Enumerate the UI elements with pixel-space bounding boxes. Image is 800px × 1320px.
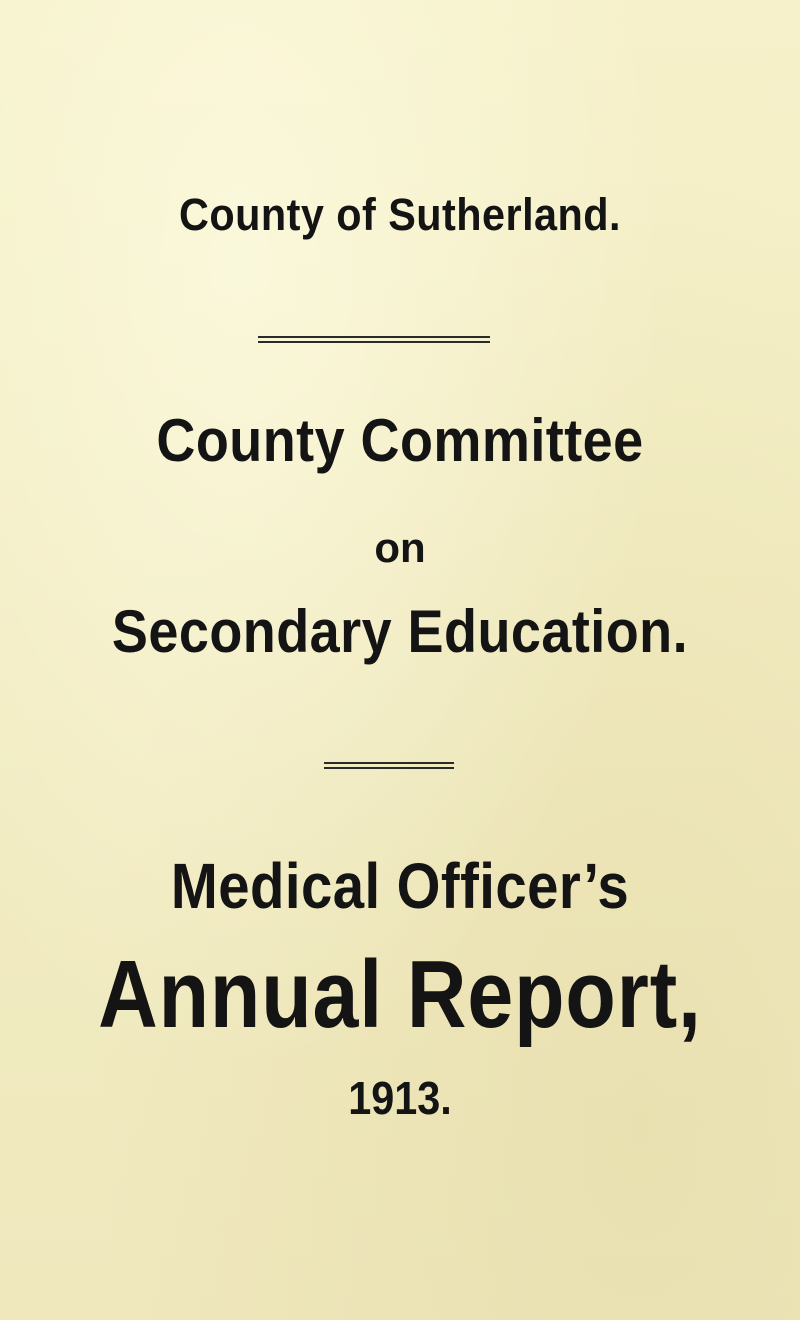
- connector-word: on: [374, 524, 426, 571]
- education-title: Secondary Education.: [111, 598, 689, 665]
- county-heading: County of Sutherland.: [178, 189, 622, 240]
- double-rule-divider: [258, 336, 490, 343]
- double-rule-divider: [324, 762, 454, 769]
- report-author: Medical Officer’s: [170, 850, 630, 922]
- report-year: 1913.: [348, 1072, 452, 1124]
- report-title: Annual Report,: [98, 941, 702, 1048]
- committee-title: County Committee: [156, 407, 644, 474]
